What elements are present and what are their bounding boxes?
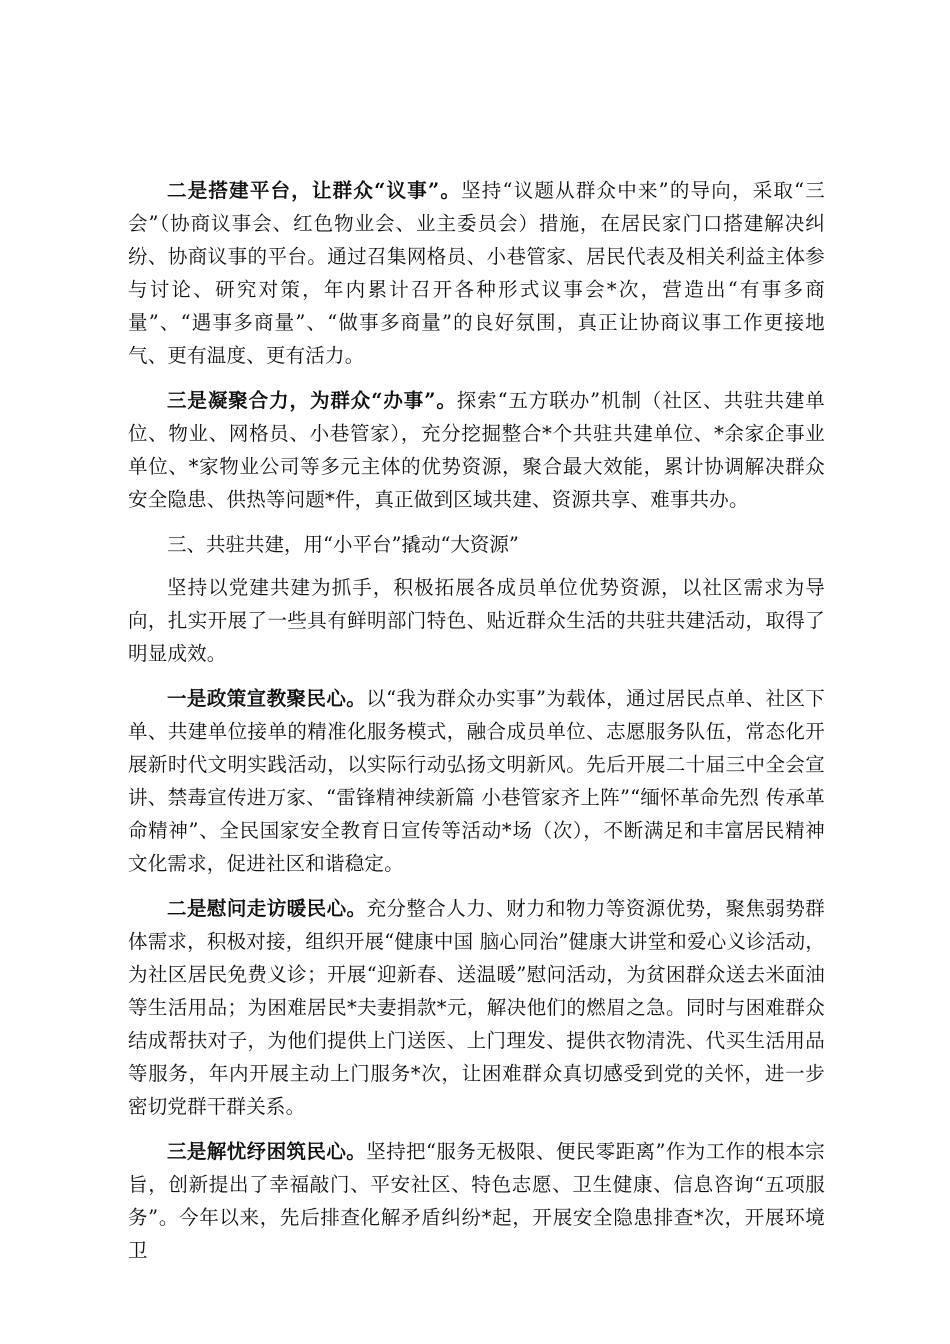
paragraph-text: 坚持“议题从群众中来”的导向，采取“三会”（协商议事会、红色物业会、业主委员会）措施，在居民家门口搭建解决纠纷、协商议事的平台。通过召集网格员、小巷管家、居民代表及相关利益主体参与讨论、研究对策，年内累计召开各种形式议事会*次，营造出“有事多商量”、“遇事多商量”、“做事多商量”的良好氛围，真正让协商议事工作更接地气、更有温度、更有活力。 (128, 179, 825, 367)
paragraph-text: 坚持把“服务无极限、便民零距离”作为工作的根本宗旨，创新提出了幸福敲门、平安社区、特色志愿、卫生健康、信息咨询“五项服务”。今年以来，先后排查化解矛盾纠纷*起，开展安全隐患排查*次，开展环境卫 (128, 1140, 825, 1262)
paragraph-text: 充分整合人力、财力和物力等资源优势，聚焦弱势群体需求，积极对接，组织开展“健康中国 脑心同治”健康大讲堂和爱心义诊活动，为社区居民免费义诊；开展“迎新春、送温暖”慰问活动，为贫困群众送去米面油等生活用品；为困难居民*夫妻捐款*元，解决他们的燃眉之急。同时与困难群众结成帮扶对子，为他们提供上门送医、上门理发、提供衣物清洗、代买生活用品等服务，年内开展主动上门服务*次，让困难群众真切感受到党的关怀，进一步密切党群干群关系。 (128, 897, 825, 1118)
paragraph-relief-services (128, 1135, 825, 1267)
paragraph-visits-warmth (128, 892, 825, 1123)
paragraph-lead: 二是慰问走访暖民心。 (167, 897, 367, 920)
paragraph-section-intro (128, 571, 825, 670)
paragraph-lead: 三是凝聚合力，为群众“办事”。 (167, 389, 457, 412)
paragraph-lead: 一是政策宣教聚民心。 (167, 687, 367, 710)
paragraph-policy-education (128, 682, 825, 880)
paragraph-lead: 三是解忧纾困筑民心。 (167, 1140, 367, 1163)
paragraph-joint-action (128, 384, 825, 516)
paragraph-platform-discussion (128, 174, 825, 372)
section-heading: 三、共驻共建，用“小平台”撬动“大资源” (167, 533, 519, 556)
paragraph-lead: 二是搭建平台，让群众“议事”。 (167, 179, 462, 202)
paragraph-text: 以“我为群众办实事”为载体，通过居民点单、社区下单、共建单位接单的精准化服务模式，融合成员单位、志愿服务队伍，常态化开展新时代文明实践活动，以实际行动弘扬文明新风。先后开展二十届三中全会宣讲、禁毒宣传进万家、“雷锋精神续新篇 小巷管家齐上阵”“缅怀革命先烈 传承革命精神”、全民国家安全教育日宣传等活动*场（次），不断满足和丰富居民精神文化需求，促进社区和谐稳定。 (128, 687, 825, 875)
paragraph-text: 坚持以党建共建为抓手，积极拓展各成员单位优势资源，以社区需求为导向，扎实开展了一些具有鲜明部门特色、贴近群众生活的共驻共建活动，取得了明显成效。 (128, 576, 825, 665)
paragraph-text: 探索“五方联办”机制（社区、共驻共建单位、物业、网格员、小巷管家），充分挖掘整合*个共驻共建单位、*余家企事业单位、*家物业公司等多元主体的优势资源，聚合最大效能，累计协调解决群众安全隐患、供热等问题*件，真正做到区域共建、资源共享、难事共办。 (128, 389, 825, 511)
document-body (128, 174, 825, 1279)
